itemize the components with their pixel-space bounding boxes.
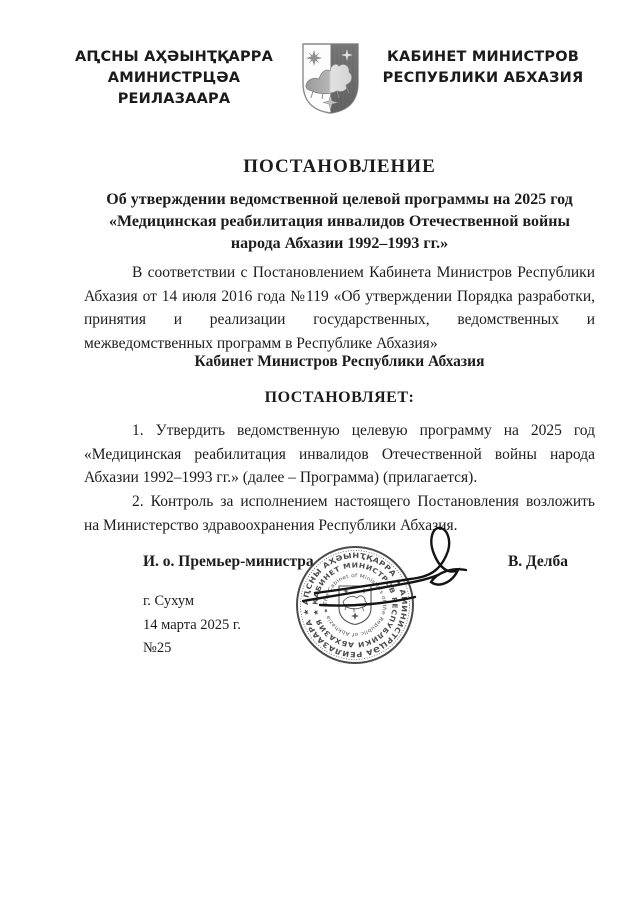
header-org-russian	[380, 47, 586, 89]
signatory-name: В. Делба	[507, 553, 568, 570]
header-org-abkhaz-line1: АԤСНЫ АҲӘЫНҬҚАРРА	[74, 49, 274, 65]
resolves-label: ПОСТАНОВЛЯЕТ:	[264, 389, 415, 406]
doc-type-title: ПОСТАНОВЛЕНИЕ	[243, 156, 436, 177]
abkhazia-coat-of-arms-icon	[299, 41, 362, 115]
doc-subject-line3: народа Абхазии 1992–1993 гг.»	[230, 235, 449, 252]
footer-place: г. Сухум	[143, 593, 195, 609]
header-org-abkhaz	[58, 47, 290, 110]
signatory-position: И. о. Премьер-министра	[143, 553, 314, 570]
doc-subject	[84, 189, 595, 255]
preamble-paragraph: В соответствии с Постановлением Кабинета Министров Республики Абхазия от 14 июля 2016 года №119 «Об утверждении Порядка разработки, принятия и реализации государственных, ведомственных и межведомственных программ в Республике Абхазия»	[84, 264, 595, 353]
decree-item-1: 1. Утвердить ведомственную целевую программу на 2025 год «Медицинская реабилитация инвалидов Отечественной войны народа Абхазии 1992–1993 гг.» (далее – Программа) (прилагается).	[84, 422, 595, 487]
doc-subject-line1: Об утверждении ведомственной целевой программы на 2025 год	[106, 191, 573, 208]
decree-item-2: 2. Контроль за исполнением настоящего Постановления возложить на Министерство здравоохранения Республики Абхазия.	[84, 493, 595, 534]
header-org-abkhaz-line2: АМИНИСТРЦӘА РЕИЛАЗААРА	[107, 70, 241, 107]
footer-block	[143, 590, 363, 661]
stamp-outer-ring-text: АԤСНЫ АҲӘЫНҬҚАРРА ★ АМИНИСТРЦӘА РЕИЛАЗААРА ★	[300, 550, 410, 660]
header-org-russian-line2: РЕСПУБЛИКИ АБХАЗИЯ	[382, 70, 584, 86]
stamp-middle-ring-text: КАБИНЕТ МИНИСТРОВ РЕСПУБЛИКИ АБХАЗИЯ ★	[311, 561, 399, 649]
footer-date: 14 марта 2025 г.	[143, 616, 241, 633]
header-org-russian-line1: КАБИНЕТ МИНИСТРОВ	[386, 49, 579, 65]
footer-number: №25	[143, 640, 172, 656]
stamp-inner-ring-text: The Cabinet of Ministers of the Republic of Abkhazia ★	[322, 572, 388, 638]
doc-subject-line2: «Медицинская реабилитация инвалидов Отечественной войны	[109, 213, 570, 230]
resolving-org-line: Кабинет Министров Республики Абхазия	[194, 353, 485, 370]
